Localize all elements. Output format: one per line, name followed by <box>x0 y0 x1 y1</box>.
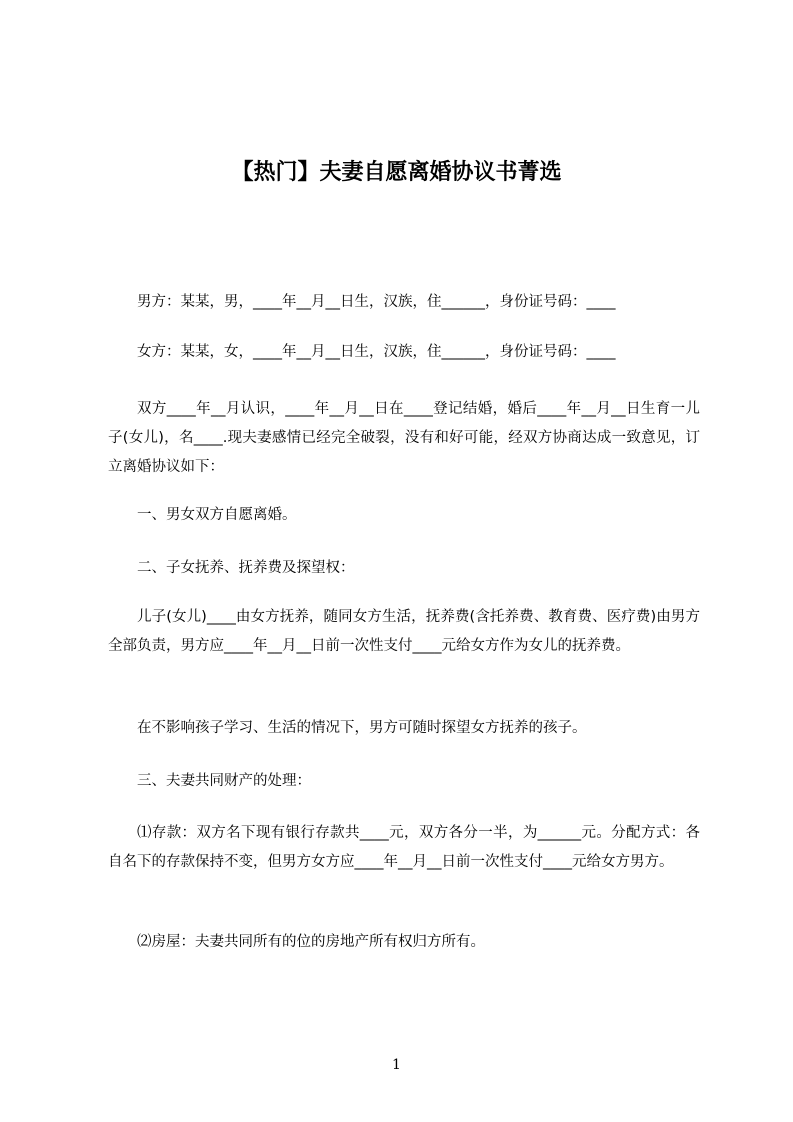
clause-three-heading: 三、夫妻共同财产的处理： <box>137 773 311 789</box>
clause-two-heading: 二、子女抚养、抚养费及探望权： <box>137 560 355 576</box>
deposits-paragraph: ⑴存款：双方名下现有银行存款共____元，双方各分一半，为______元。分配方式：各自名下的存款保持不变，但男方女方应____年__月__日前一次性支付____元给女方男方。 <box>108 825 700 870</box>
marriage-background-paragraph: 双方____年__月认识，____年__月__日在____登记结婚，婚后____年__月__日生育一儿子(女儿)，名____.现夫妻感情已经完全破裂，没有和好可能，经双方协商达成一致意见，订立离婚协议如下： <box>108 401 700 475</box>
child-custody-paragraph: 儿子(女儿)____由女方抚养，随同女方生活，抚养费(含托养费、教育费、医疗费)由男方全部负责，男方应____年__月__日前一次性支付____元给女方作为女儿的抚养费。 <box>108 609 700 654</box>
wife-info-paragraph: 女方：某某，女，____年__月__日生，汉族，住______，身份证号码：____ <box>137 344 616 360</box>
page-title: 【热门】夫妻自愿离婚协议书菁选 <box>231 159 562 185</box>
house-paragraph: ⑵房屋：夫妻共同所有的位的房地产所有权归方所有。 <box>137 934 485 950</box>
husband-info-paragraph: 男方：某某，男，____年__月__日生，汉族，住______，身份证号码：____ <box>137 294 616 310</box>
page-number: 1 <box>392 1057 401 1073</box>
clause-one-heading: 一、男女双方自愿离婚。 <box>137 507 297 523</box>
visitation-paragraph: 在不影响孩子学习、生活的情况下，男方可随时探望女方抚养的孩子。 <box>137 720 587 736</box>
